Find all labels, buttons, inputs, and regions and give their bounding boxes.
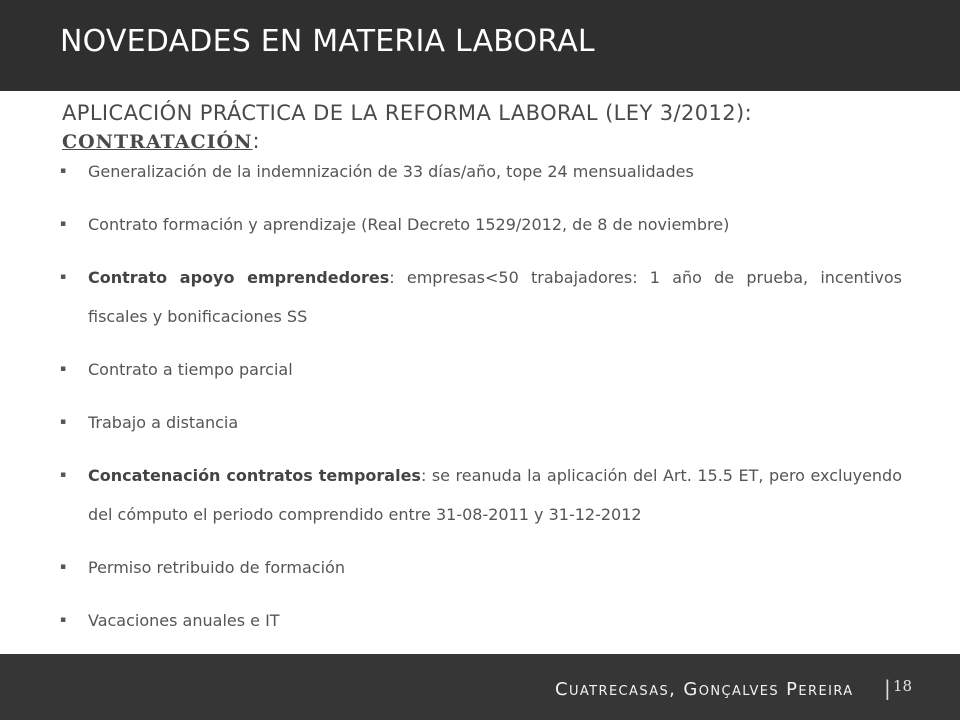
- bullet-item: [60, 205, 902, 244]
- bullet-item: [60, 350, 902, 389]
- bullet-marker-icon: ▪: [60, 272, 67, 282]
- bullet-item: [60, 403, 902, 442]
- bullet-text: Generalización de la indemnización de 33 días/año, tope 24 mensualidades: [88, 162, 694, 181]
- page-number: 18: [893, 677, 913, 695]
- subtitle-text: APLICACIÓN PRÁCTICA DE LA REFORMA LABORAL (LEY 3/2012):: [62, 101, 753, 125]
- bullet-bold: Concatenación contratos temporales: [88, 466, 421, 485]
- bullet-list: [60, 152, 902, 654]
- slide-subtitle: [62, 99, 912, 156]
- subtitle-strong: CONTRATACIÓN: [62, 131, 253, 153]
- bullet-item: [60, 258, 902, 336]
- bullet-text: Contrato formación y aprendizaje (Real Decreto 1529/2012, de 8 de noviembre): [88, 215, 730, 234]
- bullet-bold: Contrato apoyo emprendedores: [88, 268, 390, 287]
- bullet-text: Permiso retribuido de formación: [88, 558, 345, 577]
- bullet-marker-icon: ▪: [60, 166, 67, 176]
- bullet-marker-icon: ▪: [60, 364, 67, 374]
- bullet-text: Vacaciones anuales e IT: [88, 611, 280, 630]
- company-logo: Cuatrecasas, Gonçalves Pereira: [555, 679, 854, 700]
- bullet-text: : empresas<50 trabajadores: 1 año de prueba, incentivos fiscales y bonificaciones SS: [88, 268, 903, 326]
- bullet-text: : se reanuda la aplicación del Art. 15.5 ET, pero excluyendo del cómputo el periodo comprendido entre 31-08-2011 y 31-12-2012: [88, 466, 902, 524]
- bullet-item: [60, 456, 902, 534]
- bullet-text: Contrato a tiempo parcial: [88, 360, 293, 379]
- bullet-marker-icon: ▪: [60, 219, 67, 229]
- bullet-item: [60, 601, 902, 640]
- bullet-text: Trabajo a distancia: [88, 413, 239, 432]
- bullet-marker-icon: ▪: [60, 470, 67, 480]
- bullet-marker-icon: ▪: [60, 615, 67, 625]
- bullet-marker-icon: ▪: [60, 562, 67, 572]
- bullet-item: [60, 548, 902, 587]
- page-title: NOVEDADES EN MATERIA LABORAL: [60, 24, 595, 59]
- bullet-item: [60, 152, 902, 191]
- page-separator: |: [884, 676, 891, 700]
- subtitle-suffix: :: [252, 129, 260, 153]
- bullet-marker-icon: ▪: [60, 417, 67, 427]
